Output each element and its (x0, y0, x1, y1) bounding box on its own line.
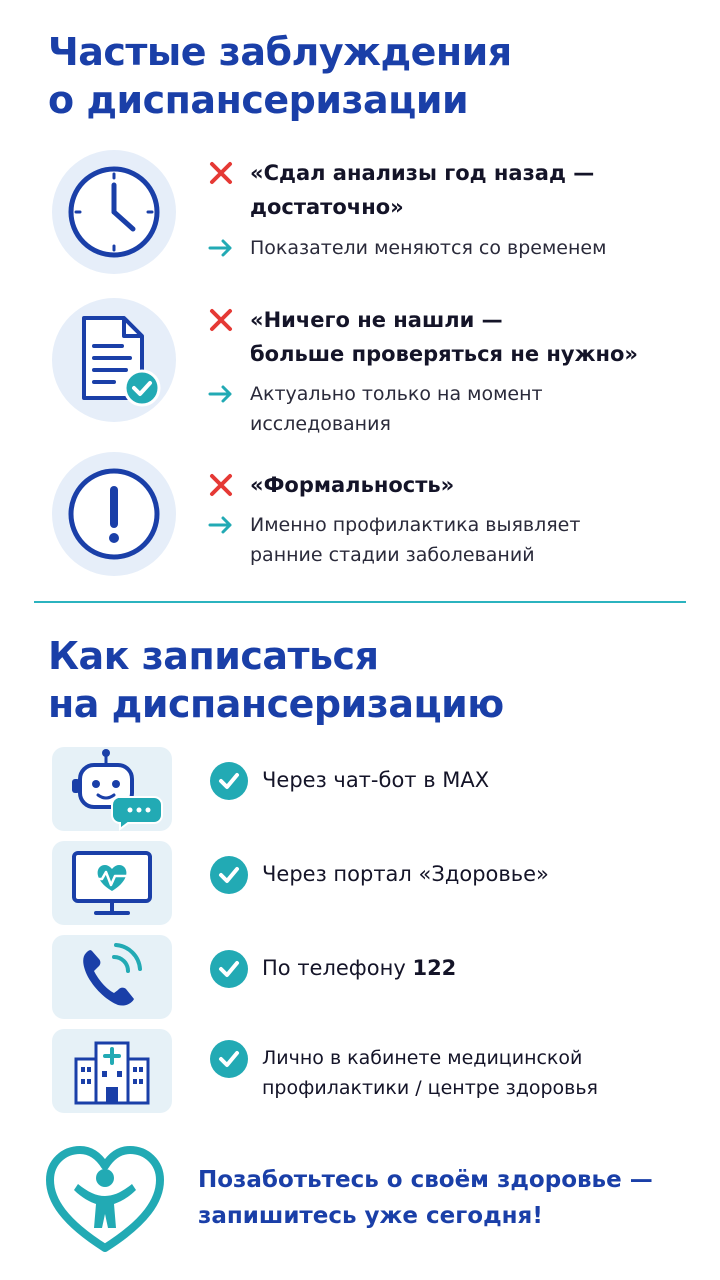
myth-quote-line: достаточно» (250, 195, 404, 219)
myth-quote-line: «Ничего не нашли — (250, 308, 503, 332)
myth-fact-line: исследования (250, 413, 391, 435)
myth-fact-line: ранние стадии заболеваний (250, 544, 535, 566)
document-check-icon (52, 298, 176, 422)
cross-icon (208, 472, 234, 498)
arrow-icon (208, 238, 234, 258)
clock-icon (52, 150, 176, 274)
myth-fact (250, 233, 606, 263)
signup-way-text: Через чат-бот в MAX (262, 768, 490, 792)
title-line-1: Частые заблуждения (48, 30, 512, 74)
check-icon (210, 762, 248, 800)
section-title (48, 632, 504, 728)
section-title-line-1: Как записаться (48, 634, 379, 678)
cross-icon (208, 160, 234, 186)
section-title-line-2: на диспансеризацию (48, 682, 504, 726)
myth-fact-line: Показатели меняются со временем (250, 237, 607, 259)
myth-quote-line: больше проверяться не нужно» (250, 342, 638, 366)
page-title (48, 28, 512, 124)
myth-fact-line: Актуально только на момент (250, 383, 543, 405)
signup-way-text (262, 953, 456, 983)
exclamation-icon (52, 452, 176, 576)
myth-quote (250, 303, 638, 371)
hospital-icon (52, 1029, 172, 1113)
signup-way-line: Лично в кабинете медицинской (262, 1047, 583, 1069)
title-line-2: о диспансеризации (48, 78, 469, 122)
myth-quote (250, 468, 454, 502)
signup-way-text (262, 1043, 598, 1103)
signup-way-text: Через портал «Здоровье» (262, 862, 549, 886)
check-icon (210, 950, 248, 988)
myth-quote-line: «Формальность» (250, 473, 455, 497)
signup-way-line: профилактики / центре здоровья (262, 1077, 598, 1099)
myth-fact (250, 510, 580, 570)
section-divider (34, 601, 686, 603)
myth-quote-line: «Сдал анализы год назад — (250, 161, 595, 185)
myth-fact-line: Именно профилактика выявляет (250, 514, 581, 536)
check-icon (210, 856, 248, 894)
cta-line-2: запишитесь уже сегодня! (198, 1203, 543, 1229)
phone-icon (52, 935, 172, 1019)
phone-number: 122 (412, 956, 457, 980)
myth-fact (250, 379, 543, 439)
heart-person-icon (44, 1144, 166, 1256)
check-icon (210, 1040, 248, 1078)
cta-line-1: Позаботьтесь о своём здоровье — (198, 1167, 653, 1193)
signup-way-label: По телефону (262, 956, 413, 980)
monitor-heart-icon (52, 841, 172, 925)
cross-icon (208, 307, 234, 333)
chatbot-icon (52, 747, 172, 831)
arrow-icon (208, 384, 234, 404)
myth-quote (250, 156, 594, 224)
call-to-action (198, 1162, 653, 1234)
arrow-icon (208, 515, 234, 535)
